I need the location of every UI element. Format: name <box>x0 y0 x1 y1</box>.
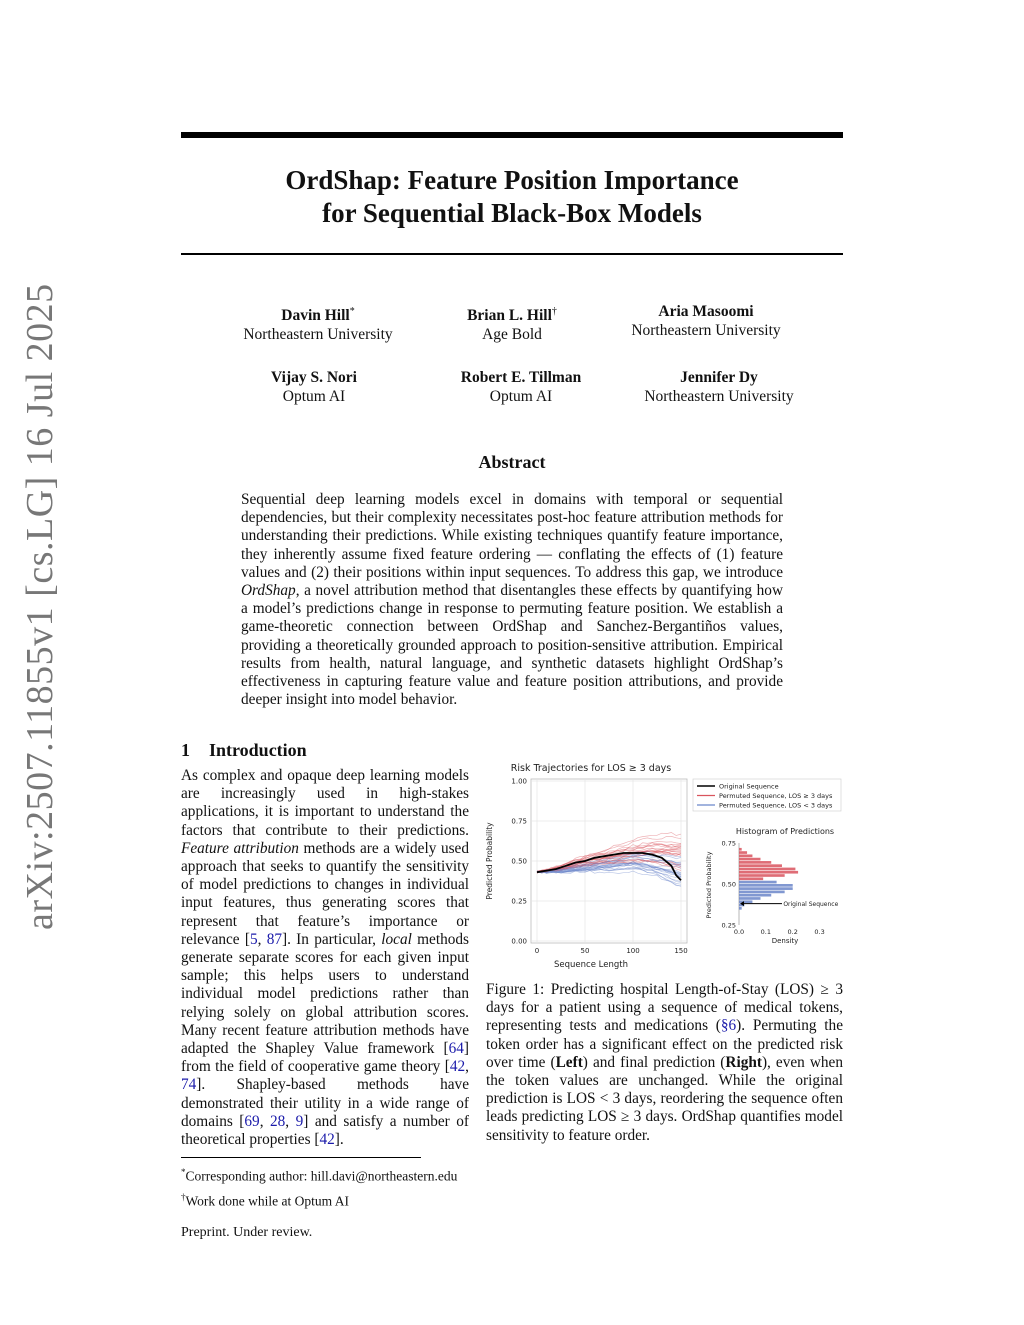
author-affiliation: Northeastern University <box>644 388 794 405</box>
hist-bar-low <box>739 907 742 910</box>
hist-bar-low <box>739 900 752 903</box>
citation-link[interactable]: 42 <box>319 1131 335 1149</box>
author-affiliation: Age Bold <box>482 326 542 344</box>
author-affiliation: Northeastern University <box>631 322 781 339</box>
left-y-label: Predicted Probability <box>485 822 494 900</box>
citation-link[interactable]: 42 <box>449 1058 466 1076</box>
hist-bar-high <box>739 848 742 851</box>
section-heading: 1 Introduction <box>181 740 307 760</box>
footnote-2: †Work done while at Optum AI <box>181 1191 350 1208</box>
citation-link[interactable]: 87 <box>266 930 282 948</box>
author-affiliation: Optum AI <box>489 388 553 405</box>
preprint-note: Preprint. Under review. <box>181 1225 313 1240</box>
author-affiliation: Optum AI <box>282 388 346 405</box>
hist-x-tick-label: 0.1 <box>760 928 772 936</box>
footnote-1: *Corresponding author: hill.davi@northeastern.edu <box>181 1167 458 1184</box>
hist-x-tick-label: 0.0 <box>733 928 745 936</box>
y-tick-label: 0.75 <box>511 817 527 826</box>
hist-x-tick-label: 0.3 <box>814 928 825 936</box>
citation-link[interactable]: 28 <box>270 1112 286 1130</box>
citation-link[interactable]: 64 <box>448 1040 464 1058</box>
hist-bar-high <box>739 868 795 871</box>
left-x-ticks <box>535 947 688 955</box>
hist-y-tick-label: 0.50 <box>721 880 736 889</box>
hist-y-tick-label: 0.25 <box>721 921 736 930</box>
citation-link[interactable]: 74 <box>181 1076 197 1094</box>
hist-bar-high <box>739 858 760 861</box>
hist-bar-low <box>739 884 793 887</box>
hist-x-ticks <box>734 928 825 936</box>
hist-bar-high <box>739 871 798 874</box>
title-line-1: OrdShap: Feature Position Importance <box>285 165 739 195</box>
x-tick-label: 100 <box>626 947 640 955</box>
abstract-heading: Abstract <box>478 452 546 472</box>
hist-x-tick-label: 0.2 <box>787 928 798 936</box>
hist-title: Histogram of Predictions <box>735 827 835 836</box>
legend-label-original: Original Sequence <box>719 782 779 791</box>
footnotes <box>181 1162 457 1211</box>
hist-annotation <box>740 901 839 908</box>
citation-link[interactable]: 9 <box>295 1112 304 1130</box>
hist-y-label: Predicted Probability <box>705 851 713 919</box>
hist-bar-high <box>739 854 752 857</box>
hist-bar-low <box>739 897 760 900</box>
paper-title <box>181 164 843 230</box>
footnote-rule <box>181 1157 421 1158</box>
author-2: Brian L. Hill† Age Bold <box>397 302 627 344</box>
hist-bar-high <box>739 851 747 854</box>
hist-bar-high <box>739 864 782 867</box>
x-tick-label: 50 <box>580 947 590 955</box>
arxiv-stamp: arXiv:2507.11855v1 [cs.LG] 16 Jul 2025 <box>19 283 61 930</box>
permuted-trajectories <box>537 833 681 887</box>
author-1: Davin Hill* Northeastern University <box>203 302 433 344</box>
author-6: Jennifer Dy Northeastern University <box>604 368 834 406</box>
y-tick-label: 0.50 <box>511 857 527 866</box>
figure-1 <box>481 755 843 975</box>
hist-y-ticks <box>722 840 736 930</box>
author-3: Aria Masoomi Northeastern University <box>591 302 821 340</box>
x-tick-label: 150 <box>674 947 688 955</box>
author-4: Vijay S. Nori Optum AI <box>199 368 429 406</box>
legend <box>693 779 841 811</box>
legend-label-high: Permuted Sequence, LOS ≥ 3 days <box>719 792 833 800</box>
title-line-2: for Sequential Black-Box Models <box>322 198 702 228</box>
hist-bar-high <box>739 877 763 880</box>
author-5: Robert E. Tillman Optum AI <box>406 368 636 406</box>
hist-bar-low <box>739 894 771 897</box>
left-y-ticks <box>511 778 527 946</box>
y-tick-label: 0.25 <box>511 897 527 906</box>
hist-y-tick-label: 0.75 <box>721 839 736 848</box>
annotation-label: Original Sequence <box>783 901 839 909</box>
title-bottom-rule <box>181 253 843 255</box>
section-ref-link[interactable]: §6 <box>720 1017 737 1035</box>
figure-caption: Figure 1: Predicting hospital Length-of-Stay (LOS) ≥ 3 days for a patient using a sequence of medical tokens, representing tests and medications (§6). Permuting the token order has a significant effect on the predicted risk over time (Left) and final prediction (Right), even when the token values are unchanged. While the original prediction is LOS < 3 days, reordering the sequence often leads predicting LOS ≥ 3 days. OrdShap quantifies model sensitivity to feature order. <box>486 981 843 1144</box>
legend-label-low: Permuted Sequence, LOS < 3 days <box>719 801 833 810</box>
hist-bar-low <box>739 891 785 894</box>
hist-x-label: Density <box>771 937 799 945</box>
y-tick-label: 0.00 <box>511 937 527 946</box>
citation-link[interactable]: 5 <box>249 930 258 948</box>
y-tick-label: 1.00 <box>511 777 527 786</box>
intro-paragraph: As complex and opaque deep learning models are increasingly used in high-stakes applications, it is important to understand the factors that contribute to their predictions. Feature attribution methods are a widely used approach that seeks to quantify the sensitivity of model predictions to changes in individual input features, thus generating scores that represent that feature’s importance or relevance [5, 87]. In particular, local methods generate separate scores for each given input sample; this helps users to understand individual model predictions rather than relying solely on global attribution scores. Many recent feature attribution methods have adapted the Shapley Value framework [64] from the field of cooperative game theory [42, 74]. Shapley-based methods have demonstrated their utility in a wide range of domains [69, 28, 9] and satisfy a number of theoretical properties [42]. <box>181 767 469 1149</box>
title-top-rule <box>181 132 843 138</box>
hist-bar-low <box>739 881 777 884</box>
hist-bar-high <box>739 874 785 877</box>
hist-bar-low <box>739 887 793 890</box>
left-x-label: Sequence Length <box>554 960 628 970</box>
left-chart-title: Risk Trajectories for LOS ≥ 3 days <box>510 763 672 774</box>
author-affiliation: Northeastern University <box>243 326 393 344</box>
citation-link[interactable]: 69 <box>244 1112 260 1130</box>
abstract-body: Sequential deep learning models excel in domains with temporal or sequential dependencies, but their complexity necessitates post-hoc feature attribution methods for understanding their predictions. While existing techniques quantify feature importance, they inherently assume fixed feature ordering — conflating the effects of (1) feature values and (2) their positions within input sequences. To address this gap, we introduce OrdShap, a novel attribution method that disentangles these effects by quantifying how a model’s predictions change in response to permuting feature position. We establish a game-theoretic connection between OrdShap and Sanchez-Bergantiños values, providing a theoretically grounded approach to position-sensitive attribution. Empirical results from health, natural language, and synthetic datasets highlight OrdShap’s effectiveness in capturing feature value and feature position attributions, and provide deeper insight into model behavior. <box>241 491 783 709</box>
hist-bar-high <box>739 861 771 864</box>
x-tick-label: 0 <box>534 947 540 955</box>
